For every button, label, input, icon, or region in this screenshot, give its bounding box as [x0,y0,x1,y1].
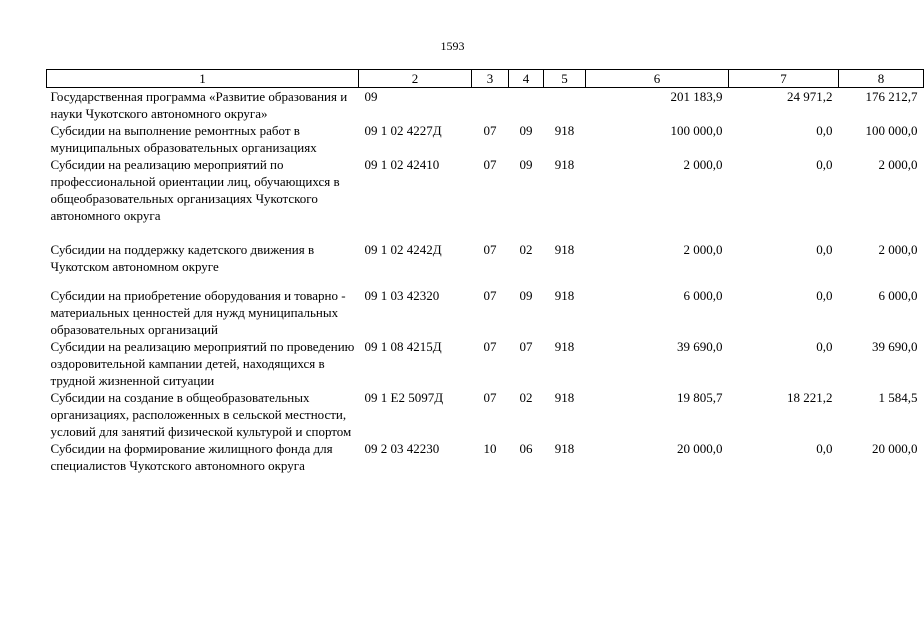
row-col5: 918 [554,339,575,354]
row-code: 09 1 08 4215Д [364,339,442,354]
row-code: 09 2 03 42230 [364,441,440,456]
table-body [47,88,924,475]
row-name: Субсидии на формирование жилищного фонда для специалистов Чукотского автономного округа [50,441,333,473]
row-col4: 09 [519,288,533,303]
row-col3: 07 [483,339,497,354]
row-col5: 918 [554,123,575,138]
row-col7: 0,0 [816,242,833,257]
row-col4: 02 [519,390,533,405]
row-col6: 39 690,0 [677,339,723,354]
row-col4 [509,88,544,123]
row-col6: 2 000,0 [683,157,723,172]
row-col7: 24 971,2 [787,89,833,104]
row-code: 09 [364,89,378,104]
row-col3: 07 [483,288,497,303]
row-col6: 201 183,9 [670,89,723,104]
column-header-2: 2 [359,70,472,88]
row-col4: 09 [519,123,533,138]
table-row [47,287,924,338]
table-row [47,88,924,123]
column-header-5: 5 [544,70,586,88]
table-row [47,156,924,241]
header-row [47,70,924,88]
row-col8: 1 584,5 [878,390,918,405]
row-name: Субсидии на приобретение оборудования и товарно - материальных ценностей для нужд муниципальных образовательных организаций [50,288,346,337]
column-header-4: 4 [509,70,544,88]
row-col8: 176 212,7 [865,89,918,104]
row-col8: 39 690,0 [872,339,918,354]
row-col5: 918 [554,390,575,405]
row-col7: 0,0 [816,339,833,354]
row-col7: 0,0 [816,157,833,172]
column-header-8: 8 [839,70,924,88]
row-col7: 0,0 [816,123,833,138]
table-row [47,440,924,474]
row-col5: 918 [554,288,575,303]
budget-table [46,69,924,474]
row-col6: 100 000,0 [670,123,723,138]
row-code: 09 1 02 4242Д [364,242,442,257]
row-col5: 918 [554,441,575,456]
row-col3: 10 [483,441,497,456]
row-code: 09 1 02 42410 [364,157,440,172]
row-col8: 2 000,0 [878,242,918,257]
row-col3: 07 [483,242,497,257]
row-col8: 6 000,0 [878,288,918,303]
row-col3: 07 [483,157,497,172]
row-col8: 100 000,0 [865,123,918,138]
row-code: 09 1 Е2 5097Д [364,390,444,405]
row-col7: 18 221,2 [787,390,833,405]
row-col7: 0,0 [816,288,833,303]
row-col3 [472,88,509,123]
row-col3: 07 [483,390,497,405]
row-code: 09 1 02 4227Д [364,123,442,138]
table-row [47,122,924,156]
table-row [47,241,924,287]
row-col4: 02 [519,242,533,257]
table-row [47,338,924,389]
row-col4: 07 [519,339,533,354]
row-col5: 918 [554,157,575,172]
column-header-1: 1 [47,70,359,88]
row-name: Государственная программа «Развитие образования и науки Чукотского автономного округа» [50,89,348,121]
row-col6: 2 000,0 [683,242,723,257]
column-header-7: 7 [729,70,839,88]
row-col3: 07 [483,123,497,138]
table-row [47,389,924,440]
row-name: Субсидии на реализацию мероприятий по профессиональной ориентации лиц, обучающихся в общеобразовательных организациях Чукотского автономного округа [50,157,340,223]
row-col8: 2 000,0 [878,157,918,172]
row-name: Субсидии на создание в общеобразовательных организациях, расположенных в сельской местности, условий для занятий физической культурой и спортом [50,390,352,439]
row-col4: 09 [519,157,533,172]
row-name: Субсидии на реализацию мероприятий по проведению оздоровительной кампании детей, находящихся в трудной жизненной ситуации [50,339,355,388]
row-col8: 20 000,0 [872,441,918,456]
row-col5: 918 [554,242,575,257]
row-name: Субсидии на выполнение ремонтных работ в муниципальных образовательных организациях [50,123,317,155]
row-col6: 6 000,0 [683,288,723,303]
row-col4: 06 [519,441,533,456]
row-col5 [544,88,586,123]
row-col6: 19 805,7 [677,390,723,405]
page-number: 1593 [440,39,465,53]
column-header-6: 6 [586,70,729,88]
table-header [47,70,924,88]
row-name: Субсидии на поддержку кадетского движения в Чукотском автономном округе [50,242,315,274]
row-code: 09 1 03 42320 [364,288,440,303]
row-col6: 20 000,0 [677,441,723,456]
row-col7: 0,0 [816,441,833,456]
column-header-3: 3 [472,70,509,88]
